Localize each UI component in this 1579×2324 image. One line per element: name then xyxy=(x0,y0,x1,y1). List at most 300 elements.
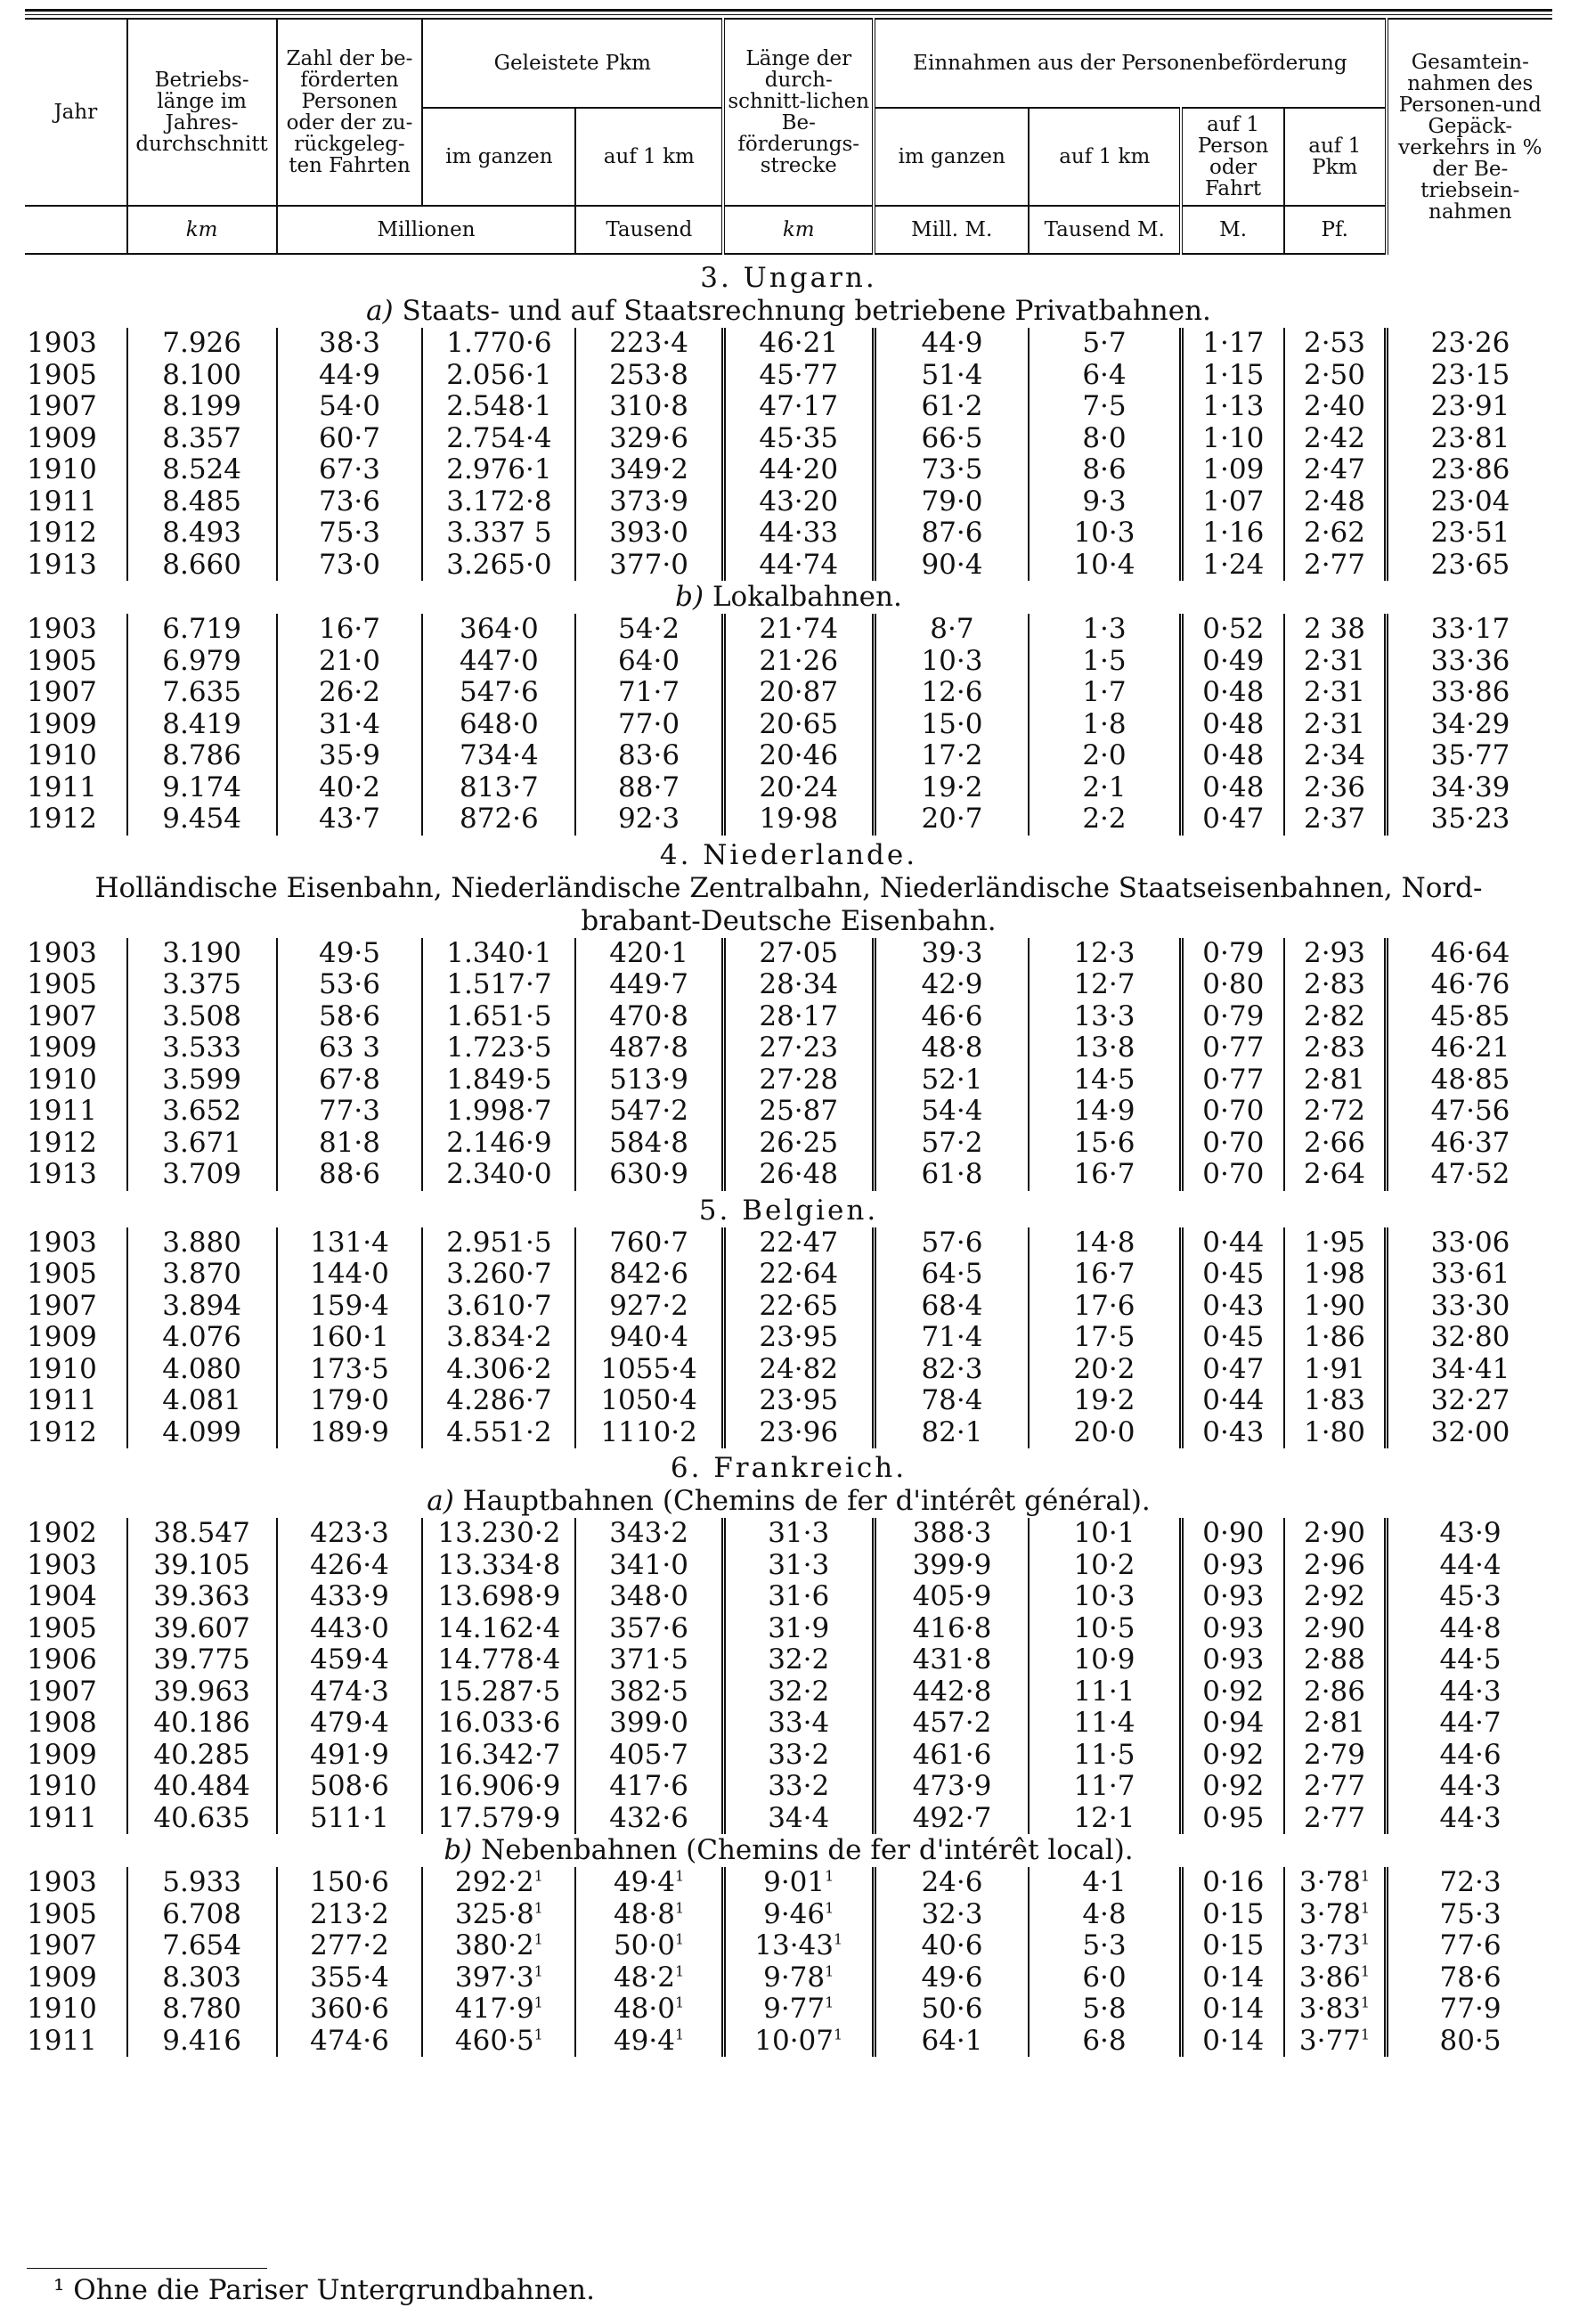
subsection-label: b) xyxy=(444,1834,482,1866)
value-cell: 44·7 xyxy=(1387,1708,1552,1740)
value-cell: 1·15 xyxy=(1181,360,1284,392)
value-cell: 547·6 xyxy=(422,677,575,709)
value-cell: 25·87 xyxy=(723,1096,874,1128)
value-cell: 23·95 xyxy=(723,1322,874,1354)
value-cell: 79·0 xyxy=(874,486,1029,518)
value-cell: 2·72 xyxy=(1284,1096,1387,1128)
value-cell: 26·25 xyxy=(723,1128,874,1160)
subsection-title xyxy=(25,581,1552,614)
value-cell: 44·20 xyxy=(723,454,874,486)
value-cell: 44·9 xyxy=(874,328,1029,360)
footnote-mark: 1 xyxy=(1360,1994,1371,2011)
value-cell: 8·6 xyxy=(1029,454,1181,486)
value-cell: 16·7 xyxy=(1029,1159,1181,1191)
year-cell: 1905 xyxy=(27,1611,97,1644)
value-cell: 253·8 xyxy=(575,360,723,392)
value-cell: 44·8 xyxy=(1387,1613,1552,1645)
year-cell: 1907 xyxy=(27,1929,97,1961)
value-cell: 872·6 xyxy=(422,803,575,836)
value-cell: 1.770·6 xyxy=(422,328,575,360)
value-cell: 10·3 xyxy=(1029,518,1181,550)
year-cell: 1911 xyxy=(27,1801,97,1834)
value-cell: 292·2$^1$ xyxy=(422,1867,575,1899)
value-cell: 14.162·4 xyxy=(422,1613,575,1645)
value-cell: 513·9 xyxy=(575,1064,723,1097)
footnote-mark: 1 xyxy=(533,1962,543,1980)
value-cell: 50·0$^1$ xyxy=(575,1930,723,1962)
table-row xyxy=(25,1227,1552,1260)
value-cell: 63 3 xyxy=(277,1032,423,1064)
value-cell: 40·2 xyxy=(277,772,423,804)
year-cell: 1905 xyxy=(27,968,97,1000)
value-cell: 2·34 xyxy=(1284,740,1387,772)
value-cell: 2·83 xyxy=(1284,1032,1387,1064)
table-row xyxy=(25,328,1552,360)
value-cell: 1.651·5 xyxy=(422,1001,575,1033)
value-cell: 39.363 xyxy=(127,1581,277,1613)
year-cell: 1909 xyxy=(27,1738,97,1771)
data-table xyxy=(25,614,1552,836)
value-cell: 16·7 xyxy=(1029,1259,1181,1291)
value-cell: 3·86$^1$ xyxy=(1284,1962,1387,1994)
footnote-mark: 1 xyxy=(1360,1962,1371,1980)
value-cell: 0·47 xyxy=(1181,803,1284,836)
value-cell: 1.998·7 xyxy=(422,1096,575,1128)
value-cell: 33·61 xyxy=(1387,1259,1552,1291)
header-auf-1-km: auf 1 km xyxy=(575,108,723,206)
value-cell: 8.780 xyxy=(127,1994,277,2026)
value-cell: 44·6 xyxy=(1387,1740,1552,1772)
unit-tausend: Tausend xyxy=(575,206,723,254)
year-cell: 1904 xyxy=(27,1580,97,1612)
value-cell: 32·80 xyxy=(1387,1322,1552,1354)
subsection-text: Staats- und auf Staatsrechnung betriebene Privatbahnen. xyxy=(402,295,1211,327)
header-einn-auf-1-km: auf 1 km xyxy=(1029,108,1181,206)
value-cell: 35·9 xyxy=(277,740,423,772)
value-cell: 0·79 xyxy=(1181,1001,1284,1033)
value-cell: 52·1 xyxy=(874,1064,1029,1097)
value-cell: 131·4 xyxy=(277,1227,423,1260)
value-cell: 371·5 xyxy=(575,1644,723,1676)
value-cell: 0·16 xyxy=(1181,1867,1284,1899)
value-cell: 1.340·1 xyxy=(422,938,575,970)
value-cell: 71·4 xyxy=(874,1322,1029,1354)
value-cell: 34·29 xyxy=(1387,709,1552,741)
unit-tausend-m: Tausend M. xyxy=(1029,206,1181,254)
value-cell: 2·96 xyxy=(1284,1550,1387,1582)
year-cell: 1911 xyxy=(27,1384,97,1416)
value-cell: 417·9$^1$ xyxy=(422,1994,575,2026)
value-cell: 40.484 xyxy=(127,1771,277,1803)
value-cell: 73·0 xyxy=(277,550,423,582)
value-cell: 45·3 xyxy=(1387,1581,1552,1613)
year-cell: 1911 xyxy=(27,2024,97,2057)
value-cell: 2.754·4 xyxy=(422,423,575,455)
value-cell: 7.635 xyxy=(127,677,277,709)
subsection-label: a) xyxy=(366,295,403,327)
section-title: 3. Ungarn. xyxy=(700,262,877,294)
value-cell: 9·01$^1$ xyxy=(723,1867,874,1899)
value-cell: 2.056·1 xyxy=(422,360,575,392)
footnote-mark: 1 xyxy=(674,1930,685,1948)
value-cell: 33·2 xyxy=(723,1740,874,1772)
footnote-mark: 1 xyxy=(533,1930,543,1948)
value-cell: 3.260·7 xyxy=(422,1259,575,1291)
value-cell: 20·0 xyxy=(1029,1417,1181,1449)
value-cell: 0·70 xyxy=(1181,1159,1284,1191)
value-cell: 40.186 xyxy=(127,1708,277,1740)
value-cell: 32·00 xyxy=(1387,1417,1552,1449)
value-cell: 734·4 xyxy=(422,740,575,772)
value-cell: 33·86 xyxy=(1387,677,1552,709)
value-cell: 46·21 xyxy=(723,328,874,360)
value-cell: 10·9 xyxy=(1029,1644,1181,1676)
value-cell: 377·0 xyxy=(575,550,723,582)
footnote-mark: 1 xyxy=(533,2026,543,2043)
footnote-mark: 1 xyxy=(533,1899,543,1917)
value-cell: 3·78$^1$ xyxy=(1284,1867,1387,1899)
value-cell: 8·0 xyxy=(1029,423,1181,455)
table-row xyxy=(25,1159,1552,1191)
value-cell: 760·7 xyxy=(575,1227,723,1260)
year-cell: 1903 xyxy=(27,613,97,645)
table-row xyxy=(25,1096,1552,1128)
value-cell: 11·1 xyxy=(1029,1676,1181,1708)
year-cell: 1905 xyxy=(27,1897,97,1930)
value-cell: 9·46$^1$ xyxy=(723,1899,874,1931)
year-cell: 1905 xyxy=(27,1258,97,1290)
value-cell: 4.306·2 xyxy=(422,1354,575,1386)
value-cell: 33·4 xyxy=(723,1708,874,1740)
table-row xyxy=(25,1064,1552,1097)
value-cell: 43·20 xyxy=(723,486,874,518)
value-cell: 2·40 xyxy=(1284,391,1387,423)
table-row xyxy=(25,1322,1552,1354)
value-cell: 3·83$^1$ xyxy=(1284,1994,1387,2026)
value-cell: 10·2 xyxy=(1029,1550,1181,1582)
year-cell: 1910 xyxy=(27,1770,97,1802)
table-row xyxy=(25,550,1552,582)
value-cell: 78·6 xyxy=(1387,1962,1552,1994)
value-cell: 2·92 xyxy=(1284,1581,1387,1613)
table-row xyxy=(25,486,1552,518)
value-cell: 4.080 xyxy=(127,1354,277,1386)
value-cell: 6·8 xyxy=(1029,2026,1181,2058)
value-cell: 20·7 xyxy=(874,803,1029,836)
value-cell: 57·2 xyxy=(874,1128,1029,1160)
value-cell: 61·2 xyxy=(874,391,1029,423)
value-cell: 491·9 xyxy=(277,1740,423,1772)
value-cell: 0·77 xyxy=(1181,1064,1284,1097)
value-cell: 48·8 xyxy=(874,1032,1029,1064)
value-cell: 2·66 xyxy=(1284,1128,1387,1160)
value-cell: 39·3 xyxy=(874,938,1029,970)
value-cell: 470·8 xyxy=(575,1001,723,1033)
value-cell: 12·3 xyxy=(1029,938,1181,970)
value-cell: 0·92 xyxy=(1181,1740,1284,1772)
subsection-text: Lokalbahnen. xyxy=(712,581,902,613)
unit-millionen: Millionen xyxy=(277,206,576,254)
value-cell: 405·9 xyxy=(874,1581,1029,1613)
document-page xyxy=(25,9,1552,2057)
value-cell: 442·8 xyxy=(874,1676,1029,1708)
value-cell: 24·6 xyxy=(874,1867,1029,1899)
year-cell: 1911 xyxy=(27,485,97,518)
header-geleistete xyxy=(422,19,723,108)
footnote-mark: 1 xyxy=(825,1899,834,1917)
value-cell: 17·2 xyxy=(874,740,1029,772)
footnote-mark: 1 xyxy=(1360,1899,1371,1917)
value-cell: 16.906·9 xyxy=(422,1771,575,1803)
value-cell: 54·0 xyxy=(277,391,423,423)
value-cell: 82·1 xyxy=(874,1417,1029,1449)
value-cell: 7·5 xyxy=(1029,391,1181,423)
value-cell: 547·2 xyxy=(575,1096,723,1128)
table-row xyxy=(25,1994,1552,2026)
year-cell: 1913 xyxy=(27,548,97,581)
value-cell: 15·6 xyxy=(1029,1128,1181,1160)
value-cell: 48·85 xyxy=(1387,1064,1552,1097)
value-cell: 44·5 xyxy=(1387,1644,1552,1676)
table-row xyxy=(25,1676,1552,1708)
value-cell: 160·1 xyxy=(277,1322,423,1354)
footnote-mark: 1 xyxy=(674,1899,685,1917)
subsection-title xyxy=(25,872,1552,905)
table-row xyxy=(25,1803,1552,1835)
value-cell: 0·48 xyxy=(1181,740,1284,772)
value-cell: 2·1 xyxy=(1029,772,1181,804)
value-cell: 64·1 xyxy=(874,2026,1029,2058)
value-cell: 44·9 xyxy=(277,360,423,392)
value-cell: 189·9 xyxy=(277,1417,423,1449)
top-rule-thin xyxy=(25,14,1552,15)
value-cell: 10·4 xyxy=(1029,550,1181,582)
value-cell: 20·65 xyxy=(723,709,874,741)
value-cell: 9.416 xyxy=(127,2026,277,2058)
value-cell: 0·44 xyxy=(1181,1227,1284,1260)
value-cell: 39.607 xyxy=(127,1613,277,1645)
value-cell: 26·2 xyxy=(277,677,423,709)
value-cell: 2·31 xyxy=(1284,709,1387,741)
value-cell: 1.723·5 xyxy=(422,1032,575,1064)
year-cell: 1912 xyxy=(27,517,97,549)
value-cell: 0·92 xyxy=(1181,1676,1284,1708)
value-cell: 508·6 xyxy=(277,1771,423,1803)
value-cell: 8.493 xyxy=(127,518,277,550)
value-cell: 3.337 5 xyxy=(422,518,575,550)
header-laenge: Länge der durch-schnitt-lichen Be-förderungs-strecke xyxy=(723,19,874,206)
value-cell: 88·6 xyxy=(277,1159,423,1191)
unit-mill-m: Mill. M. xyxy=(874,206,1029,254)
table-row xyxy=(25,1740,1552,1772)
value-cell: 20·46 xyxy=(723,740,874,772)
section-title: 4. Niederlande. xyxy=(659,838,918,871)
year-cell: 1907 xyxy=(27,1289,97,1322)
value-cell: 9.174 xyxy=(127,772,277,804)
value-cell: 2·47 xyxy=(1284,454,1387,486)
value-cell: 459·4 xyxy=(277,1644,423,1676)
value-cell: 92·3 xyxy=(575,803,723,836)
value-cell: 51·4 xyxy=(874,360,1029,392)
value-cell: 3.894 xyxy=(127,1291,277,1323)
data-table xyxy=(25,938,1552,1191)
value-cell: 13·3 xyxy=(1029,1001,1181,1033)
value-cell: 42·9 xyxy=(874,969,1029,1001)
footnote-mark: 1 xyxy=(674,1994,685,2011)
value-cell: 1·07 xyxy=(1181,486,1284,518)
value-cell: 43·7 xyxy=(277,803,423,836)
value-cell: 3.880 xyxy=(127,1227,277,1260)
value-cell: 940·4 xyxy=(575,1322,723,1354)
year-cell: 1911 xyxy=(27,771,97,803)
value-cell: 46·37 xyxy=(1387,1128,1552,1160)
table-row xyxy=(25,1291,1552,1323)
value-cell: 0·43 xyxy=(1181,1417,1284,1449)
value-cell: 64·0 xyxy=(575,646,723,678)
value-cell: 47·56 xyxy=(1387,1096,1552,1128)
value-cell: 47·52 xyxy=(1387,1159,1552,1191)
value-cell: 21·26 xyxy=(723,646,874,678)
value-cell: 487·8 xyxy=(575,1032,723,1064)
table-row xyxy=(25,709,1552,741)
value-cell: 81·8 xyxy=(277,1128,423,1160)
value-cell: 49·4$^1$ xyxy=(575,1867,723,1899)
table-row xyxy=(25,1417,1552,1449)
value-cell: 9·3 xyxy=(1029,486,1181,518)
value-cell: 82·3 xyxy=(874,1354,1029,1386)
value-cell: 48·2$^1$ xyxy=(575,1962,723,1994)
header-betriebslaenge: Betriebs-länge im Jahres-durchschnitt xyxy=(127,19,277,206)
value-cell: 0·48 xyxy=(1181,709,1284,741)
value-cell: 3.709 xyxy=(127,1159,277,1191)
value-cell: 34·4 xyxy=(723,1803,874,1835)
table-row xyxy=(25,1962,1552,1994)
value-cell: 7.654 xyxy=(127,1930,277,1962)
value-cell: 49·5 xyxy=(277,938,423,970)
subsection-label: a) xyxy=(427,1485,463,1517)
value-cell: 35·23 xyxy=(1387,803,1552,836)
value-cell: 1·5 xyxy=(1029,646,1181,678)
value-cell: 213·2 xyxy=(277,1899,423,1931)
value-cell: 54·2 xyxy=(575,614,723,646)
value-cell: 23·26 xyxy=(1387,328,1552,360)
value-cell: 58·6 xyxy=(277,1001,423,1033)
value-cell: 423·3 xyxy=(277,1518,423,1550)
year-cell: 1908 xyxy=(27,1707,97,1739)
value-cell: 310·8 xyxy=(575,391,723,423)
value-cell: 71·7 xyxy=(575,677,723,709)
value-cell: 4·8 xyxy=(1029,1899,1181,1931)
value-cell: 0·93 xyxy=(1181,1581,1284,1613)
value-cell: 8.660 xyxy=(127,550,277,582)
value-cell: 2·83 xyxy=(1284,969,1387,1001)
value-cell: 28·34 xyxy=(723,969,874,1001)
value-cell: 1·7 xyxy=(1029,677,1181,709)
value-cell: 48·0$^1$ xyxy=(575,1994,723,2026)
value-cell: 23·65 xyxy=(1387,550,1552,582)
value-cell: 3.190 xyxy=(127,938,277,970)
value-cell: 73·6 xyxy=(277,486,423,518)
value-cell: 24·82 xyxy=(723,1354,874,1386)
value-cell: 45·85 xyxy=(1387,1001,1552,1033)
value-cell: 474·3 xyxy=(277,1676,423,1708)
value-cell: 54·4 xyxy=(874,1096,1029,1128)
value-cell: 479·4 xyxy=(277,1708,423,1740)
value-cell: 33·36 xyxy=(1387,646,1552,678)
value-cell: 380·2$^1$ xyxy=(422,1930,575,1962)
value-cell: 31·3 xyxy=(723,1518,874,1550)
value-cell: 1.517·7 xyxy=(422,969,575,1001)
value-cell: 80·5 xyxy=(1387,2026,1552,2058)
table-header xyxy=(25,18,1552,255)
value-cell: 648·0 xyxy=(422,709,575,741)
table-row xyxy=(25,518,1552,550)
value-cell: 584·8 xyxy=(575,1128,723,1160)
value-cell: 49·4$^1$ xyxy=(575,2026,723,2058)
value-cell: 630·9 xyxy=(575,1159,723,1191)
year-cell: 1905 xyxy=(27,358,97,391)
value-cell: 17·6 xyxy=(1029,1291,1181,1323)
table-row xyxy=(25,938,1552,970)
value-cell: 44·74 xyxy=(723,550,874,582)
value-cell: 420·1 xyxy=(575,938,723,970)
value-cell: 2·86 xyxy=(1284,1676,1387,1708)
year-cell: 1912 xyxy=(27,803,97,835)
value-cell: 46·21 xyxy=(1387,1032,1552,1064)
unit-pf: Pf. xyxy=(1284,206,1387,254)
table-row xyxy=(25,360,1552,392)
year-cell: 1906 xyxy=(27,1643,97,1676)
value-cell: 47·17 xyxy=(723,391,874,423)
value-cell: 348·0 xyxy=(575,1581,723,1613)
table-row xyxy=(25,454,1552,486)
value-cell: 9·77$^1$ xyxy=(723,1994,874,2026)
footnote-mark: 1 xyxy=(674,1867,685,1885)
value-cell: 6.708 xyxy=(127,1899,277,1931)
year-cell: 1903 xyxy=(27,327,97,359)
value-cell: 21·0 xyxy=(277,646,423,678)
value-cell: 2·64 xyxy=(1284,1159,1387,1191)
value-cell: 20·2 xyxy=(1029,1354,1181,1386)
value-cell: 3.533 xyxy=(127,1032,277,1064)
value-cell: 144·0 xyxy=(277,1259,423,1291)
value-cell: 417·6 xyxy=(575,1771,723,1803)
value-cell: 277·2 xyxy=(277,1930,423,1962)
value-cell: 5·3 xyxy=(1029,1930,1181,1962)
value-cell: 53·6 xyxy=(277,969,423,1001)
value-cell: 150·6 xyxy=(277,1867,423,1899)
value-cell: 0·45 xyxy=(1181,1259,1284,1291)
header-einnahmen: Einnahmen aus der Personenbeförderung xyxy=(874,19,1386,108)
value-cell: 44·3 xyxy=(1387,1676,1552,1708)
value-cell: 38.547 xyxy=(127,1518,277,1550)
value-cell: 1·95 xyxy=(1284,1227,1387,1260)
value-cell: 6.979 xyxy=(127,646,277,678)
value-cell: 179·0 xyxy=(277,1385,423,1417)
footnote-mark: 1 xyxy=(1360,1930,1371,1948)
value-cell: 31·3 xyxy=(723,1550,874,1582)
value-cell: 73·5 xyxy=(874,454,1029,486)
value-cell: 23·15 xyxy=(1387,360,1552,392)
value-cell: 1·98 xyxy=(1284,1259,1387,1291)
value-cell: 11·4 xyxy=(1029,1708,1181,1740)
table-row xyxy=(25,969,1552,1001)
table-body xyxy=(25,262,1552,2057)
value-cell: 13·43$^1$ xyxy=(723,1930,874,1962)
value-cell: 2·79 xyxy=(1284,1740,1387,1772)
value-cell: 8.100 xyxy=(127,360,277,392)
value-cell: 2·90 xyxy=(1284,1613,1387,1645)
